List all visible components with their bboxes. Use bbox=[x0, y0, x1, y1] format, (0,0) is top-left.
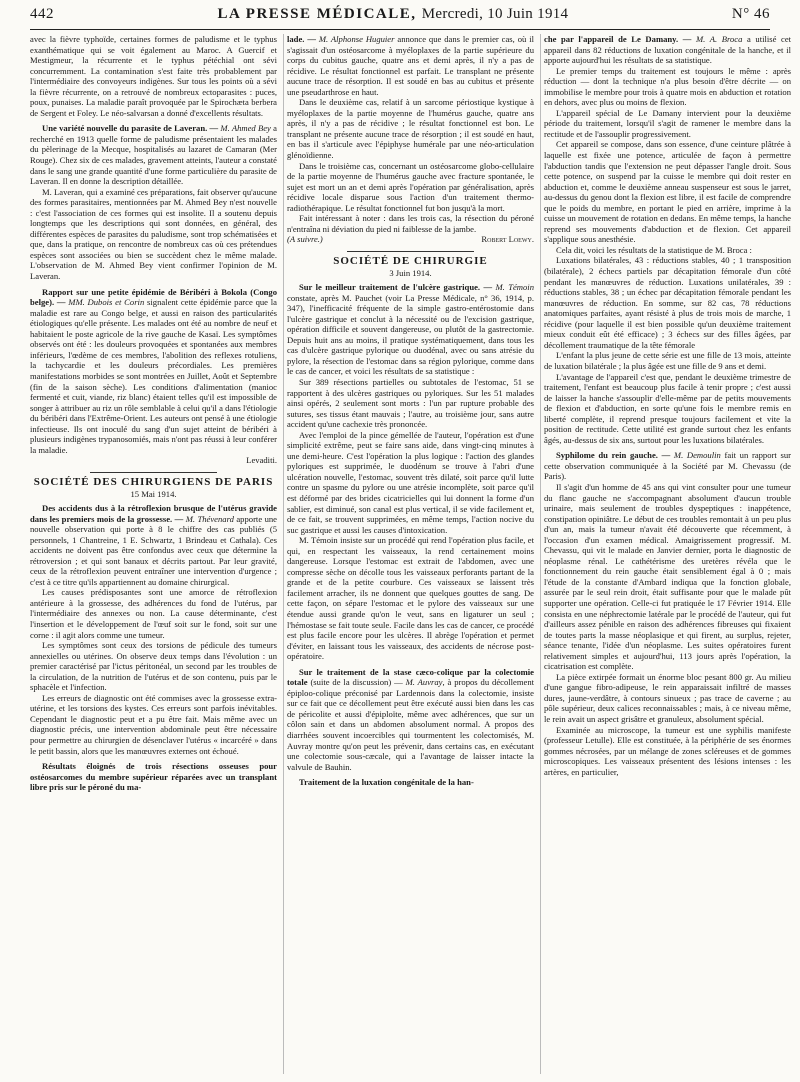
section-rule bbox=[347, 251, 474, 252]
paragraph: La pièce extirpée formait un énorme bloc pesant 800 gr. Au milieu d'une gangue fibro-adipeuse, le rein apparaissait infiltré de masses dures, jaune-verdâtre, à contours sinueux ; pas trace de caverne ; au pôle supérieur, deux calices reconnaissables ; mais, à ce niveau même, le rein avait un aspect grisâtre et granuleux, absolument spécial. bbox=[544, 671, 791, 724]
paragraph: annonce que dans le premier cas, où il s'agissait d'un ostéosarcome à myéloplaxes de la partie supérieure du corps du cubitus gauche, quatre ans et demi après, il n'y a pas de récidive. Le résultat fonctionnel est parfait. Le transplant ne présente aucune trace de résorption. Il est soudé en bas au cubitus et présente une pseudarthrose en haut. bbox=[287, 34, 534, 97]
article-lead bbox=[30, 123, 277, 186]
article-heading: Traitement de la luxation congénitale de la han- bbox=[299, 777, 474, 788]
paragraph: apporte une nouvelle observation qui porte à 8 le chiffre des cas publiés (5 personnels, 1 Chantreine, 1 E. Schwartz, 1 Brindeau et Cathala). Ces accidents ne doivent pas être confondus avec ceux que détermine la rétroversion ; et qui sont banaux et décrits partout. Par leur gravité, ceux de la rétroflexion peuvent entraîner une intervention d'urgence ; c'est à ce titre qu'ils appartiennent au domaine chirurgical. bbox=[30, 513, 277, 587]
header-rule bbox=[30, 29, 770, 30]
article-author: M. Alphonse Huguier bbox=[318, 34, 395, 44]
signature-line bbox=[287, 234, 534, 245]
article-lead bbox=[544, 34, 791, 66]
signature: Levaditi. bbox=[246, 455, 277, 466]
article-heading: Sur le traitement de la stase cæco-colique par la colectomie totale bbox=[287, 666, 534, 688]
article-heading: Résultats éloignés de trois résections osseuses pour ostéosarcomes du membre supérieur réparées avec un transplant libre pris sur le péroné du ma- bbox=[30, 761, 277, 793]
journal-title bbox=[218, 6, 569, 23]
journal-name: LA PRESSE MÉDICALE, bbox=[217, 6, 417, 22]
article-heading: Sur le meilleur traitement de l'ulcère gastrique. — bbox=[299, 282, 493, 293]
paragraph: Les symptômes sont ceux des torsions de pédicule des tumeurs annexielles ou utérines. On observe deux temps dans l'évolution : un premier caractérisé par l'ictus péritonéal, un second par les troubles de la circulation, de la nutrition de l'utérus et de son contenu, puis par le sphacèle et l'infection. bbox=[30, 640, 277, 693]
paragraph: Cela dit, voici les résultats de la statistique de M. Broca : bbox=[556, 244, 752, 255]
article-author: M. A. Broca bbox=[695, 34, 743, 44]
section-date: 15 Mai 1914. bbox=[130, 489, 177, 500]
article-author: M. Auvray bbox=[405, 677, 443, 688]
article-author: M. Thévenard bbox=[185, 513, 234, 524]
paragraph: avec la fièvre typhoïde, certaines formes de paludisme et le typhus exanthématique qui se voit également au Maroc. A Guercif et Mestigmeur, la récurrente et le typhus pétéchial ont sévi concurremment. La contamination s'est faite très probablement par l'intermédiaire des convoyeurs indigènes. Sur tous les points où a sévi la fièvre récurrente, on a retrouvé de nombreux ectoparasites : puces, poux, punaises. La maladie paraît provoquée par le Spirochæta berbera de Sergent et Foley. Le néo-salvarsan a donné d'excellents résultats. bbox=[30, 34, 277, 118]
paragraph: L'enfant la plus jeune de cette série est une fille de 13 mois, atteinte de luxation bilatérale ; la plus âgée est une fille de 9 ans et demi. bbox=[544, 350, 791, 371]
section-date: 3 Juin 1914. bbox=[389, 268, 432, 279]
article-lead bbox=[544, 450, 791, 482]
paragraph: , à propos du décollement épiploo-colique préconisé par Lardennois dans la colectomie, insiste sur ce fait que ce décollement peut être exécuté aussi bien dans les cas de péricolite et aussi d'épiploïte, même avec adhérences, que sur un côlon sain et dans un abdomen absolument normal. A propos des diarrhées souvent incoercibles qui tourmentent les colectomisés, M. Auvray montre qu'on peut les prévenir, dans certains cas, en exécutant une colectomie sous-cæcale, qui a l'avantage de laisser intacte la valvule de Bauhin. bbox=[287, 677, 534, 772]
issue-number: N° 46 bbox=[731, 6, 770, 22]
article-lead bbox=[30, 287, 277, 456]
paragraph: Le premier temps du traitement est toujours le même : après réduction — dont la technique n'a plus besoin d'être décrite — on immobilise le membre pour trois à quatre mois en abduction et rotation en dehors, avec plus ou moins de flexion. bbox=[544, 65, 791, 108]
column-divider bbox=[540, 34, 541, 1074]
paragraph: Les erreurs de diagnostic ont été commises avec la grossesse extra-utérine, et les torsions des kystes. Ces erreurs sont parfois inévitables. Cependant le diagnostic peut et a pu être fait. Mais même avec un diagnostic précis, une intervention abdominale peut être nécessaire pour permettre au chirurgien de désenclaver l'utérus « incarcéré » dans le petit bassin, alors que les manœuvres externes ont échoué. bbox=[30, 692, 277, 756]
article-lead bbox=[287, 777, 534, 788]
paragraph: constate, après M. Pauchet (voir La Presse Médicale, n° 36, 1914, p. 347), l'inefficacité fréquente de la simple gastro-entérostomie dans l'ulcère gastrique et conclut à la nécessité ou de l'excision gastrique, opération difficile et souvent dangereuse, ou plutôt de la gastrectomie. Depuis huit ans au moins, il pratique systématiquement, dans tous les cas d'ulcère gastrique pylorique ou duodénal, avec ou sans atrésie du pylore, la résection de l'estomac dans sa région pylorique, comme dans le cas de cancer, et voici les résultats de sa statistique : bbox=[287, 292, 534, 377]
page-header bbox=[30, 6, 770, 28]
paragraph: Les causes prédisposantes sont une amorce de rétroflexion antérieure à la grossesse, des adhérences du fond de l'utérus, par l'intermédiaire des annexes ou non. La cause déterminante, c'est l'insertion et le développement de l'œuf soit sur le fond, soit sur une corne : il agit alors comme une tumeur. bbox=[30, 587, 277, 640]
article-heading: lade. — bbox=[287, 34, 316, 44]
signature: Robert Loewy. bbox=[481, 234, 534, 245]
article-heading: Une variété nouvelle du parasite de Laveran. — bbox=[42, 123, 219, 134]
section-rule bbox=[90, 472, 217, 473]
page-number: 442 bbox=[30, 6, 54, 22]
paragraph: Dans le deuxième cas, relatif à un sarcome périostique kystique à myéloplaxes de la partie moyenne de l'humérus gauche, quatre ans après, il n'y a pas de récidive ; le résultat fonctionnel est bon. Le transplant ne présente aucune trace de résorption ; il est soudé en haut, en bas il s'articule avec l'épiphyse humérale par une néo-articulation glénoïdienne. bbox=[287, 97, 534, 161]
paragraph: Sur 389 résections partielles ou subtotales de l'estomac, 51 se rapportent à des ulcères gastriques ou pyloriques. Sur les 51 malades ainsi opérés, 2 seulement sont morts : l'un par rupture probable des sutures, ses tissus étant mauvais ; l'autre, au troisième jour, sans autre accident qu'une cachexie très prononcée. bbox=[287, 376, 534, 430]
paragraph: fait un rapport sur cette observation communiquée à la Société par M. Chevassu (de Paris). bbox=[544, 450, 791, 482]
article-author: M. Témoin bbox=[495, 282, 534, 293]
section-title: SOCIÉTÉ DES CHIRURGIENS DE PARIS bbox=[33, 475, 274, 488]
paragraph: Examinée au microscope, la tumeur est une syphilis manifeste (professeur Letulle). Elle est constituée, à la périphérie de ses énormes gommes nécrosées, par un mélange de zones scléreuses et de gommes microscopiques. Les vaisseaux présentent des lésions intenses : les artères, en particulier, bbox=[544, 724, 791, 777]
article-heading: Syphilome du rein gauche. — bbox=[556, 450, 671, 461]
paragraph: Avec l'emploi de la pince gémellée de l'auteur, l'opération est d'une simplicité extrême, peut se faire sans aide, dans vingt-cinq minutes à une demi-heure. C'est l'opération la plus logique : l'action des glandes pyloriques est supprimée, le duodénum se trouve à l'abri d'une ulcération nouvelle, l'estomac, souvent très dilaté, soit parce qu'il lutte contre un spasme du pylore ou une atrésie incomplète, soit parce qu'il est déformé par des brides cicatricielles qui lui donnent la forme d'un sablier, est diminué, son canal est plus vertical, il se vide facilement et, de ce fait, se trouvent supprimées, en même temps, l'action nocive du suc gastrique et aussi les causes d'intoxication. bbox=[287, 429, 534, 535]
paragraph: M. Laveran, qui a examiné ces préparations, fait observer qu'aucune des formes parasitaires, mentionnées par M. Ahmed Bey n'est nouvelle : c'est l'association de ces formes qui est insolite. Il a soutenu depuis longtemps que les descriptions qui sont données, en général, des différentes espèces de parasites du paludisme, sont trop schématisées et que, dans la pratique, on rencontre de nombreux cas où ces prétendues espèces sont associées ou bien se succèdent chez le même malade. L'observation de M. Ahmed Bey vient confirmer l'opinion de M. Laveran. bbox=[30, 186, 277, 282]
paragraph: Luxations bilatérales, 43 : réductions stables, 40 ; 1 transposition (bilatérale), 2 échecs partiels par décapitation fémorale d'un côté pendant les manœuvres de réduction. Luxations unilatérales, 39 : réductions stables, 38 ; un échec par décapitation fémorale pendant les manœuvres de réduction. En somme, sur 82 cas, 78 réductions anatomiques parfaites, ayant résisté à plus de trois mois de marche, 1 récidive (pour laquelle il est bien possible qu'un deuxième traitement mieux conduit eût été efficace) ; 3 échecs sur des filles âgées, par décollement traumatique de la tête fémorale bbox=[544, 255, 791, 350]
continued-note: (A suivre.) bbox=[287, 234, 323, 245]
article-author: M. Ahmed Bey bbox=[220, 123, 271, 134]
issue-date: Mercredi, 10 Juin 1914 bbox=[421, 6, 569, 22]
article-heading-note: (suite de la discussion) — bbox=[310, 677, 403, 688]
paragraph: Dans le troisième cas, concernant un ostéosarcome globo-cellulaire de la partie moyenne de l'humérus gauche avec fracture spontanée, le sujet est mort un an et demi après l'opération par généralisation, après récidive locale disparue sous l'action d'un traitement thermo-radiothérapique. Le résultat fonctionnel fut bon jusqu'à la mort. bbox=[287, 160, 534, 213]
paragraph: M. Témoin insiste sur un procédé qui rend l'opération plus facile, et qui, en respectant les vaisseaux, la rend certainement moins dangereuse. Lorsque l'estomac est extrait de l'abdomen, avec une compresse sèche on décolle tous les vaisseaux perforants partant de la grande et de la petite courbure. Ces vaisseaux se laissent très facilement arracher, ils ne donnent que quelques gouttes de sang. De cette façon, on sépare l'estomac et le pylore des vaisseaux sur une étendue aussi grande qu'on le veut, sans en ligaturer un seul ; l'hémostase se fait toute seule. Facile dans les cas de cancer, ce procédé est plus facile encore pour les ulcères. Il abrège l'opération et permet d'éviter, en laissant tous les vaisseaux, des accidents de nécrose post-opératoire. bbox=[287, 535, 534, 662]
article-lead bbox=[287, 667, 534, 772]
article-lead bbox=[287, 282, 534, 377]
section-title: SOCIÉTÉ DE CHIRURGIE bbox=[333, 254, 488, 267]
column-middle bbox=[287, 34, 534, 1079]
paragraph: L'appareil spécial de Le Damany intervient pour la deuxième période du traitement, lorsqu'il s'agit de ramener le membre dans la rectitude et de l'assouplir progressivement. bbox=[544, 107, 791, 139]
article-heading: che par l'appareil de Le Damany. — bbox=[544, 34, 692, 44]
paragraph: L'avantage de l'appareil c'est que, pendant le deuxième trimestre de traitement, l'enfant est beaucoup plus facile à tenir propre ; c'est aussi de laisser la hanche s'assouplir d'elle-même par de petits mouvements de flexion et d'abduction, en sorte qu'une fois le membre remis en liberté complète, il reprend presque toujours facilement et vite la position de rectitude. Cette utilité est grande surtout chez les enfants âgés, au-dessus de six ans, surtout pour les luxations bilatérales. bbox=[544, 371, 791, 445]
article-lead bbox=[287, 34, 534, 97]
paragraph: Il s'agit d'un homme de 45 ans qui vint consulter pour une tumeur du flanc gauche ne s'accompagnant absolument d'aucun trouble urinaire, mais seulement de troubles dyspeptiques : inappétence, constipation opiniâtre. Le début de ces troubles remontait à un peu plus d'un an, mais la tumeur n'avait été découverte que récemment, à l'occasion d'un examen médical. Amaigrissement progressif. M. Chevassu, qui vit le malade en Janvier dernier, porta le diagnostic de néoplasme rénal. Le cathétérisme des uretères révéla que le fonctionnement du rein gauche était sensiblement égal à 0 ; mais l'étude de la constante d'Ambard indiqua que la fonction globale, assurée par le seul rein droit, était suffisante pour que le malade pût supporter une opération. Celle-ci fut pratiquée le 17 Février 1914. Elle consista en une néphrectomie latérale par le procédé de l'auteur, qui fut d'ailleurs assez pénible en raison des adhérences fibreuses qui fixaient de toutes parts la masse néoplasique et qui firent, au surplus, rejeter, séance tenante, l'idée d'un néoplasme. Les suites opératoires furent relativement simples et aujourd'hui, 113 jours après l'opération, la cicatrisation est complète. bbox=[544, 481, 791, 672]
article-author: MM. Dubois et Corin bbox=[68, 297, 145, 308]
paragraph: a utilisé cet appareil dans 82 réductions de luxation congénitale de la hanche, et il apporte aujourd'hui les résultats de sa statistique. bbox=[544, 34, 791, 66]
paragraph: Fait intéressant à noter : dans les trois cas, la résection du péroné n'entraîna ni déviation du pied ni faiblesse de la jambe. bbox=[287, 213, 534, 234]
article-author: M. Demoulin bbox=[673, 450, 721, 461]
paragraph: signalent cette épidémie parce que la maladie est rare au Congo belge, et aussi en raison des particularités étiologiques qu'elle présente. Les malades ont été au nombre de neuf et habitaient le poste agricole de la rive gauche de Kasaï. Les symptômes observés ont été : les douleurs provoquées et spontanées aux membres inférieurs, l'œdème de ces membres, l'abolition des reflexes rotuliens, la tachycardie et les douleurs précordiales. Les premières manifestations morbides se sont montrées en Juillet, Août et Septembre (fin de la saison sèche). Les conditions d'alimentation (manioc fermenté et cuit, viande, riz blanc) étaient telles qu'il est impossible de songer à attribuer au riz un rôle semblable à celui qu'il a dans l'étiologie du béribéri dans l'Extrême-Orient. Les auteurs ont pensé à une étiologie infectieuse. Ils ont inoculé du sang d'un sujet atteint de béribéri à plusieurs indigènes trypanosomiés, mais n'ont pas réussi à leur conférer la maladie. bbox=[30, 297, 277, 455]
paragraph: Cet appareil se compose, dans son essence, d'une ceinture plâtrée à laquelle est fixée une potence, articulée de façon à permettre l'abduction tandis que l'extension ne peut dépasser l'angle droit. Sous cette potence, on suspend par la cuisse le membre qui doit rester en abduction et, comme le deuxième anneau suspenseur est sous le jarret, au-dessus du genou dont la flexion est libre, il est facile de comprendre que le poids du membre, en portant le pied en arrière, imprime à la cuisse un mouvement de rotation en dedans. En même temps, la hanche reprend ses mouvements d'abduction et de flexion. Cet appareil s'applique sous anesthésie. bbox=[544, 139, 791, 245]
column-left bbox=[30, 34, 277, 1079]
article-heading: Rapport sur une petite épidémie de Béribéri à Bokola (Congo belge). — bbox=[30, 286, 277, 308]
paragraph: a recherché en 1913 quelle forme de paludisme présentaient les malades du pèlerinage de la Mecque, hospitalisés au lazaret de Camaran (Mer Rouge). Chez six de ces malades, gravement atteints, l'auteur a constaté dans le sang une grande quantité d'une forme particulière du parasite de Laveran. Il en donne la description détaillée. bbox=[30, 123, 277, 187]
article-lead bbox=[30, 503, 277, 587]
column-divider bbox=[283, 34, 284, 1074]
article-heading: Des accidents dus à la rétroflexion brusque de l'utérus gravide dans les premiers mois de la grossesse. — bbox=[30, 502, 277, 524]
article-lead bbox=[30, 761, 277, 793]
column-right bbox=[544, 34, 791, 1079]
